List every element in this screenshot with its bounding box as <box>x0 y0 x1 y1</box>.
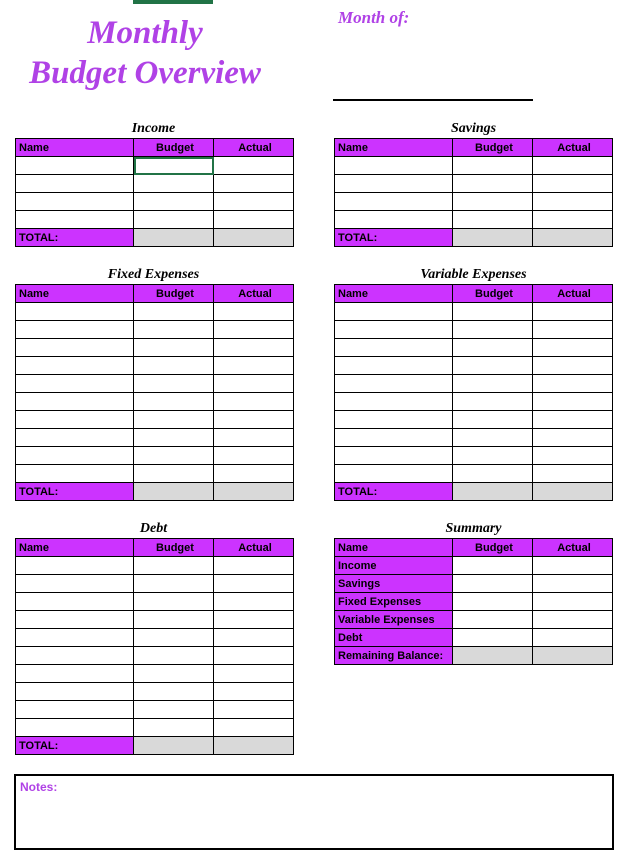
remaining-balance-actual[interactable] <box>533 647 613 665</box>
total-label: TOTAL: <box>335 483 453 501</box>
cell-actual[interactable] <box>533 465 613 483</box>
table-row <box>16 429 294 447</box>
cell-name[interactable] <box>16 175 134 193</box>
cell-budget[interactable] <box>134 339 214 357</box>
cell-name[interactable] <box>335 339 453 357</box>
page-title-line1: Monthly <box>87 15 203 51</box>
total-actual[interactable] <box>214 483 294 501</box>
cell-name[interactable] <box>16 393 134 411</box>
cell-budget[interactable] <box>453 357 533 375</box>
cell-budget[interactable] <box>453 339 533 357</box>
col-header-budget[interactable]: Budget <box>134 139 214 157</box>
remaining-balance-label: Remaining Balance: <box>335 647 453 665</box>
cell-name[interactable] <box>16 593 134 611</box>
summary-row-label: Income <box>335 557 453 575</box>
cell-budget[interactable] <box>453 465 533 483</box>
table-row <box>16 719 294 737</box>
cell-name[interactable] <box>335 157 453 175</box>
table-row <box>16 321 294 339</box>
savings-table <box>334 138 613 247</box>
cell-actual[interactable] <box>214 393 294 411</box>
table-row <box>16 701 294 719</box>
remaining-balance-row <box>335 647 613 665</box>
cell-budget[interactable] <box>453 629 533 647</box>
cell-name[interactable] <box>16 357 134 375</box>
total-row <box>335 229 613 247</box>
cell-actual[interactable] <box>214 575 294 593</box>
table-row <box>16 411 294 429</box>
summary-row <box>335 611 613 629</box>
notes-box[interactable] <box>14 774 614 850</box>
total-budget[interactable] <box>134 737 214 755</box>
cell-name[interactable] <box>335 175 453 193</box>
month-of-line <box>333 99 533 101</box>
cell-actual[interactable] <box>214 211 294 229</box>
page-title-line2: Budget Overview <box>29 55 261 91</box>
cell-name[interactable] <box>335 393 453 411</box>
table-row <box>16 303 294 321</box>
cell-actual[interactable] <box>214 465 294 483</box>
cell-name[interactable] <box>16 303 134 321</box>
cell-name[interactable] <box>16 321 134 339</box>
income-heading: Income <box>131 121 176 136</box>
table-row <box>335 447 613 465</box>
cell-budget[interactable] <box>453 193 533 211</box>
cell-budget[interactable] <box>134 447 214 465</box>
col-header-actual[interactable]: Actual <box>214 139 294 157</box>
table-row <box>335 375 613 393</box>
col-header-name[interactable]: Name <box>16 285 134 303</box>
table-row <box>16 175 294 193</box>
cell-actual[interactable] <box>214 429 294 447</box>
total-label: TOTAL: <box>16 483 134 501</box>
cell-name[interactable] <box>16 193 134 211</box>
total-row <box>16 229 294 247</box>
col-header-actual[interactable]: Actual <box>533 539 613 557</box>
cell-budget[interactable] <box>134 157 214 175</box>
summary-row-label: Variable Expenses <box>335 611 453 629</box>
cell-name[interactable] <box>335 429 453 447</box>
summary-row-label: Debt <box>335 629 453 647</box>
cell-actual[interactable] <box>533 629 613 647</box>
total-row <box>335 483 613 501</box>
cell-budget[interactable] <box>453 575 533 593</box>
cell-name[interactable] <box>16 339 134 357</box>
cell-budget[interactable] <box>453 175 533 193</box>
table-row <box>16 611 294 629</box>
total-budget[interactable] <box>453 483 533 501</box>
cell-name[interactable] <box>16 575 134 593</box>
cell-actual[interactable] <box>214 339 294 357</box>
cell-budget[interactable] <box>453 375 533 393</box>
col-header-actual[interactable]: Actual <box>533 285 613 303</box>
cell-budget[interactable] <box>134 593 214 611</box>
cell-actual[interactable] <box>533 339 613 357</box>
fixed-expenses-heading: Fixed Expenses <box>107 267 200 282</box>
cell-name[interactable] <box>16 429 134 447</box>
cell-name[interactable] <box>335 375 453 393</box>
cell-budget[interactable] <box>134 429 214 447</box>
cell-budget[interactable] <box>134 303 214 321</box>
table-row <box>16 157 294 175</box>
table-row <box>335 339 613 357</box>
cell-actual[interactable] <box>214 303 294 321</box>
col-header-budget[interactable]: Budget <box>134 285 214 303</box>
summary-row <box>335 557 613 575</box>
cell-name[interactable] <box>16 375 134 393</box>
cell-budget[interactable] <box>134 193 214 211</box>
cell-budget[interactable] <box>453 211 533 229</box>
total-label: TOTAL: <box>16 737 134 755</box>
col-header-budget[interactable]: Budget <box>453 539 533 557</box>
cell-budget[interactable] <box>134 211 214 229</box>
cell-actual[interactable] <box>214 321 294 339</box>
cell-budget[interactable] <box>453 157 533 175</box>
total-budget[interactable] <box>134 229 214 247</box>
summary-row <box>335 629 613 647</box>
table-row <box>16 193 294 211</box>
table-row <box>16 683 294 701</box>
table-row <box>16 465 294 483</box>
income-table <box>15 138 294 247</box>
cell-name[interactable] <box>16 557 134 575</box>
total-label: TOTAL: <box>16 229 134 247</box>
cell-budget[interactable] <box>134 357 214 375</box>
cell-actual[interactable] <box>533 593 613 611</box>
cell-actual[interactable] <box>533 447 613 465</box>
cell-actual[interactable] <box>214 701 294 719</box>
cell-budget[interactable] <box>134 465 214 483</box>
table-row <box>335 193 613 211</box>
cell-budget[interactable] <box>134 701 214 719</box>
summary-table <box>334 538 613 665</box>
table-row <box>16 593 294 611</box>
table-row <box>16 629 294 647</box>
variable-expenses-table <box>334 284 613 501</box>
cell-name[interactable] <box>335 211 453 229</box>
cell-name[interactable] <box>16 611 134 629</box>
cell-name[interactable] <box>16 211 134 229</box>
table-row <box>16 375 294 393</box>
cell-name[interactable] <box>335 447 453 465</box>
cell-name[interactable] <box>16 647 134 665</box>
col-header-name[interactable]: Name <box>335 139 453 157</box>
table-row <box>16 211 294 229</box>
cell-name[interactable] <box>335 321 453 339</box>
cell-actual[interactable] <box>533 575 613 593</box>
notes-label: Notes: <box>20 780 58 794</box>
table-row <box>16 665 294 683</box>
cell-name[interactable] <box>16 465 134 483</box>
total-actual[interactable] <box>214 737 294 755</box>
cell-actual[interactable] <box>214 375 294 393</box>
col-header-actual[interactable]: Actual <box>533 139 613 157</box>
table-row <box>335 303 613 321</box>
cell-budget[interactable] <box>134 683 214 701</box>
table-row <box>16 357 294 375</box>
cell-budget[interactable] <box>453 411 533 429</box>
cell-actual[interactable] <box>214 447 294 465</box>
total-budget[interactable] <box>134 483 214 501</box>
cell-actual[interactable] <box>214 175 294 193</box>
cell-actual[interactable] <box>214 411 294 429</box>
cell-actual[interactable] <box>533 375 613 393</box>
table-row <box>335 465 613 483</box>
col-header-budget[interactable]: Budget <box>453 139 533 157</box>
cell-budget[interactable] <box>453 429 533 447</box>
cell-actual[interactable] <box>214 557 294 575</box>
col-header-budget[interactable]: Budget <box>134 539 214 557</box>
col-header-actual[interactable]: Actual <box>214 285 294 303</box>
total-actual[interactable] <box>214 229 294 247</box>
cell-budget[interactable] <box>134 719 214 737</box>
cell-name[interactable] <box>16 683 134 701</box>
total-label: TOTAL: <box>335 229 453 247</box>
cell-actual[interactable] <box>214 193 294 211</box>
table-row <box>16 557 294 575</box>
cell-actual[interactable] <box>214 683 294 701</box>
cell-actual[interactable] <box>533 211 613 229</box>
cell-name[interactable] <box>335 303 453 321</box>
cell-actual[interactable] <box>214 593 294 611</box>
table-row <box>335 321 613 339</box>
cell-budget[interactable] <box>134 665 214 683</box>
table-row <box>16 393 294 411</box>
cell-budget[interactable] <box>134 321 214 339</box>
col-header-name[interactable]: Name <box>16 139 134 157</box>
table-row <box>16 647 294 665</box>
variable-expenses-heading: Variable Expenses <box>420 267 527 282</box>
cell-actual[interactable] <box>533 157 613 175</box>
cell-actual[interactable] <box>533 429 613 447</box>
cell-actual[interactable] <box>533 193 613 211</box>
cell-actual[interactable] <box>214 665 294 683</box>
cell-name[interactable] <box>16 701 134 719</box>
cell-budget[interactable] <box>453 447 533 465</box>
debt-heading: Debt <box>139 521 168 536</box>
cell-budget[interactable] <box>134 175 214 193</box>
cell-name[interactable] <box>16 629 134 647</box>
total-actual[interactable] <box>533 229 613 247</box>
cell-name[interactable] <box>335 411 453 429</box>
cell-budget[interactable] <box>453 593 533 611</box>
cell-actual[interactable] <box>533 393 613 411</box>
col-header-budget[interactable]: Budget <box>453 285 533 303</box>
table-row <box>16 447 294 465</box>
summary-row-label: Savings <box>335 575 453 593</box>
cell-actual[interactable] <box>533 611 613 629</box>
cell-budget[interactable] <box>453 611 533 629</box>
cell-name[interactable] <box>16 411 134 429</box>
cell-budget[interactable] <box>453 393 533 411</box>
cell-budget[interactable] <box>134 611 214 629</box>
fixed-expenses-table <box>15 284 294 501</box>
total-row <box>16 483 294 501</box>
cell-actual[interactable] <box>214 357 294 375</box>
table-row <box>335 357 613 375</box>
cell-name[interactable] <box>16 157 134 175</box>
cell-actual[interactable] <box>533 303 613 321</box>
table-row <box>335 211 613 229</box>
cell-budget[interactable] <box>453 557 533 575</box>
total-row <box>16 737 294 755</box>
cell-actual[interactable] <box>533 175 613 193</box>
savings-heading: Savings <box>450 121 497 136</box>
summary-row <box>335 575 613 593</box>
table-row <box>16 339 294 357</box>
total-actual[interactable] <box>533 483 613 501</box>
summary-heading: Summary <box>445 521 502 536</box>
cell-name[interactable] <box>16 447 134 465</box>
cell-name[interactable] <box>16 719 134 737</box>
cell-actual[interactable] <box>533 411 613 429</box>
cell-actual[interactable] <box>533 557 613 575</box>
total-budget[interactable] <box>453 229 533 247</box>
cell-actual[interactable] <box>214 719 294 737</box>
cell-budget[interactable] <box>134 411 214 429</box>
col-header-name[interactable]: Name <box>335 285 453 303</box>
table-row <box>335 157 613 175</box>
table-row <box>16 575 294 593</box>
remaining-balance-budget[interactable] <box>453 647 533 665</box>
cell-actual[interactable] <box>533 321 613 339</box>
month-of-label: Month of: <box>338 8 410 27</box>
cell-budget[interactable] <box>134 629 214 647</box>
cell-budget[interactable] <box>453 303 533 321</box>
summary-row-label: Fixed Expenses <box>335 593 453 611</box>
col-header-actual[interactable]: Actual <box>214 539 294 557</box>
cell-budget[interactable] <box>134 647 214 665</box>
table-row <box>335 175 613 193</box>
summary-row <box>335 593 613 611</box>
cell-name[interactable] <box>335 193 453 211</box>
column-selection-indicator <box>133 0 213 4</box>
cell-budget[interactable] <box>453 321 533 339</box>
col-header-name[interactable]: Name <box>16 539 134 557</box>
cell-budget[interactable] <box>134 575 214 593</box>
cell-actual[interactable] <box>214 647 294 665</box>
cell-actual[interactable] <box>214 157 294 175</box>
cell-budget[interactable] <box>134 557 214 575</box>
col-header-name[interactable]: Name <box>335 539 453 557</box>
cell-name[interactable] <box>16 665 134 683</box>
cell-actual[interactable] <box>533 357 613 375</box>
table-row <box>335 429 613 447</box>
cell-name[interactable] <box>335 357 453 375</box>
debt-table <box>15 538 294 755</box>
cell-budget[interactable] <box>134 375 214 393</box>
cell-name[interactable] <box>335 465 453 483</box>
cell-actual[interactable] <box>214 611 294 629</box>
table-row <box>335 411 613 429</box>
cell-actual[interactable] <box>214 629 294 647</box>
table-row <box>335 393 613 411</box>
cell-budget[interactable] <box>134 393 214 411</box>
